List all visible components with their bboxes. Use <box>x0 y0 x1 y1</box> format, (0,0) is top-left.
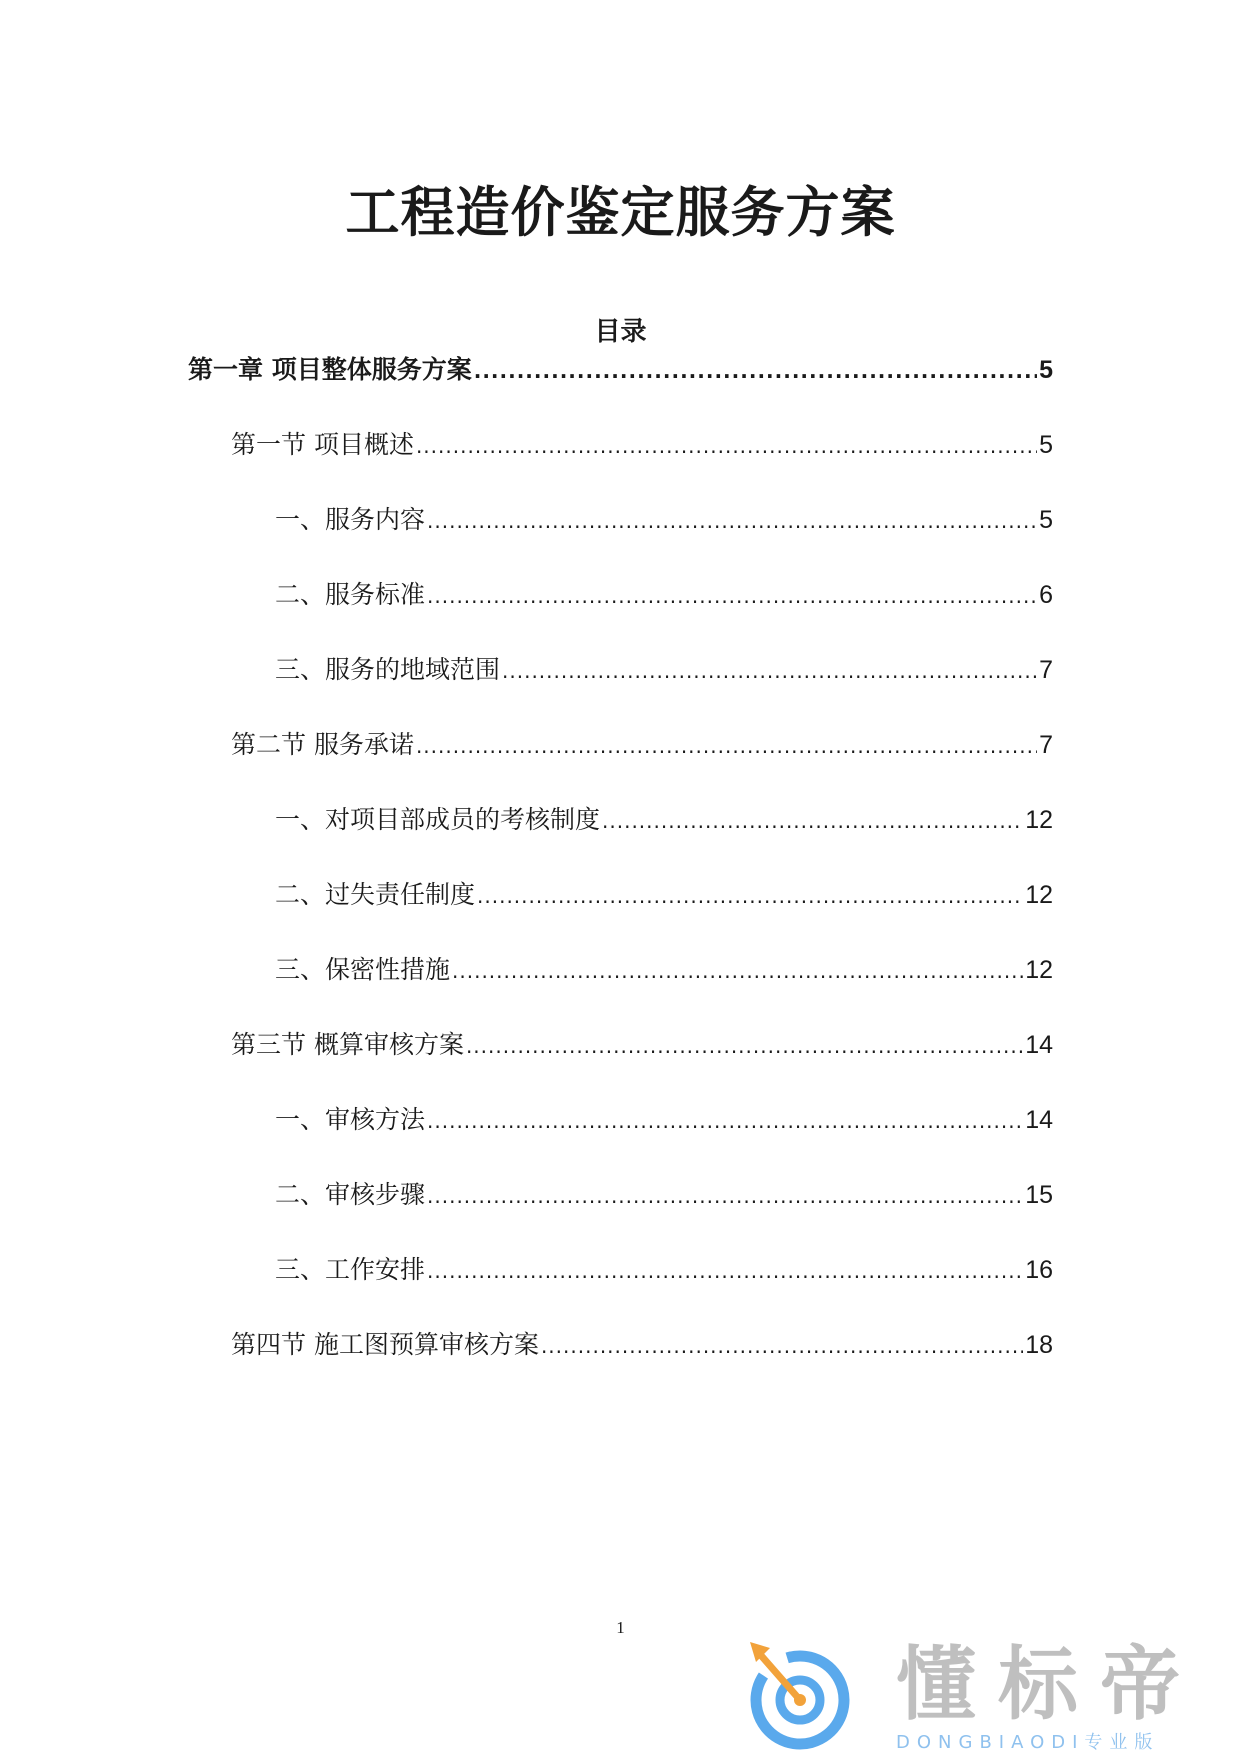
toc-entry[interactable] <box>275 1100 1053 1140</box>
toc-entry-label: 第一节 项目概述 <box>231 430 414 459</box>
toc-leader-dots <box>474 351 1037 391</box>
toc-entry[interactable] <box>275 1175 1053 1215</box>
toc-entry-page: 5 <box>1039 431 1053 459</box>
toc-entry-label: 第三节 概算审核方案 <box>231 1030 464 1059</box>
toc-entry-page: 16 <box>1025 1256 1053 1284</box>
toc-heading: 目录 <box>594 317 647 347</box>
toc-entry[interactable] <box>275 650 1053 690</box>
watermark <box>744 1632 1241 1754</box>
toc-entry-page: 12 <box>1025 956 1053 984</box>
toc-entry-page: 5 <box>1039 356 1053 384</box>
toc-leader-dots <box>502 651 1037 691</box>
toc-entry[interactable] <box>275 1250 1053 1290</box>
toc-entry[interactable] <box>275 875 1053 915</box>
toc-leader-dots <box>416 726 1037 766</box>
toc-entry[interactable] <box>275 575 1053 615</box>
toc-entry-label: 第四节 施工图预算审核方案 <box>231 1330 539 1359</box>
toc-leader-dots <box>427 576 1037 616</box>
toc-entry-page: 6 <box>1039 581 1053 609</box>
toc-leader-dots <box>427 501 1037 541</box>
toc-entry-page: 14 <box>1025 1106 1053 1134</box>
toc-entry[interactable] <box>275 950 1053 990</box>
toc-entry-page: 7 <box>1039 656 1053 684</box>
toc-entry-label: 二、服务标准 <box>275 580 426 609</box>
toc-leader-dots <box>427 1101 1023 1141</box>
toc-entry-label: 三、工作安排 <box>275 1255 426 1284</box>
toc-entry[interactable] <box>231 425 1053 465</box>
watermark-subtitle: DONGBIAODI专业版 <box>896 1732 1160 1753</box>
toc-leader-dots <box>427 1251 1023 1291</box>
toc-entry-label: 一、对项目部成员的考核制度 <box>275 805 601 834</box>
toc-entry-label: 第一章 项目整体服务方案 <box>188 355 472 384</box>
toc-entry-page: 7 <box>1039 731 1053 759</box>
toc-leader-dots <box>416 426 1037 466</box>
toc-entry-page: 12 <box>1025 881 1053 909</box>
toc-leader-dots <box>477 876 1023 916</box>
toc-leader-dots <box>452 951 1023 991</box>
toc-entry-label: 二、过失责任制度 <box>275 880 476 909</box>
toc-entry[interactable] <box>231 725 1053 765</box>
toc-entry-label: 二、审核步骤 <box>275 1180 426 1209</box>
page-number: 1 <box>616 1618 625 1637</box>
toc-leader-dots <box>541 1326 1023 1366</box>
toc-entry-label: 三、服务的地域范围 <box>275 655 501 684</box>
toc-entry[interactable] <box>275 500 1053 540</box>
toc-entry-page: 15 <box>1025 1181 1053 1209</box>
toc-entry[interactable] <box>275 800 1053 840</box>
toc-entry-label: 一、审核方法 <box>275 1105 426 1134</box>
toc-entry-page: 14 <box>1025 1031 1053 1059</box>
toc-entry-label: 第二节 服务承诺 <box>231 730 414 759</box>
toc-entry-page: 5 <box>1039 506 1053 534</box>
toc-leader-dots <box>602 801 1023 841</box>
toc-entry-page: 18 <box>1025 1331 1053 1359</box>
toc-entry[interactable] <box>231 1325 1053 1365</box>
toc-entry[interactable] <box>231 1025 1053 1065</box>
toc-leader-dots <box>466 1026 1023 1066</box>
toc-entry-page: 12 <box>1025 806 1053 834</box>
target-arrow-logo-icon <box>744 1638 864 1754</box>
toc-entry-label: 三、保密性措施 <box>275 955 451 984</box>
toc-entry-label: 一、服务内容 <box>275 505 426 534</box>
document-title: 工程造价鉴定服务方案 <box>345 181 896 244</box>
toc-entry[interactable] <box>188 350 1053 390</box>
toc-leader-dots <box>427 1176 1023 1216</box>
watermark-name: 懂标帝 <box>896 1638 1202 1731</box>
